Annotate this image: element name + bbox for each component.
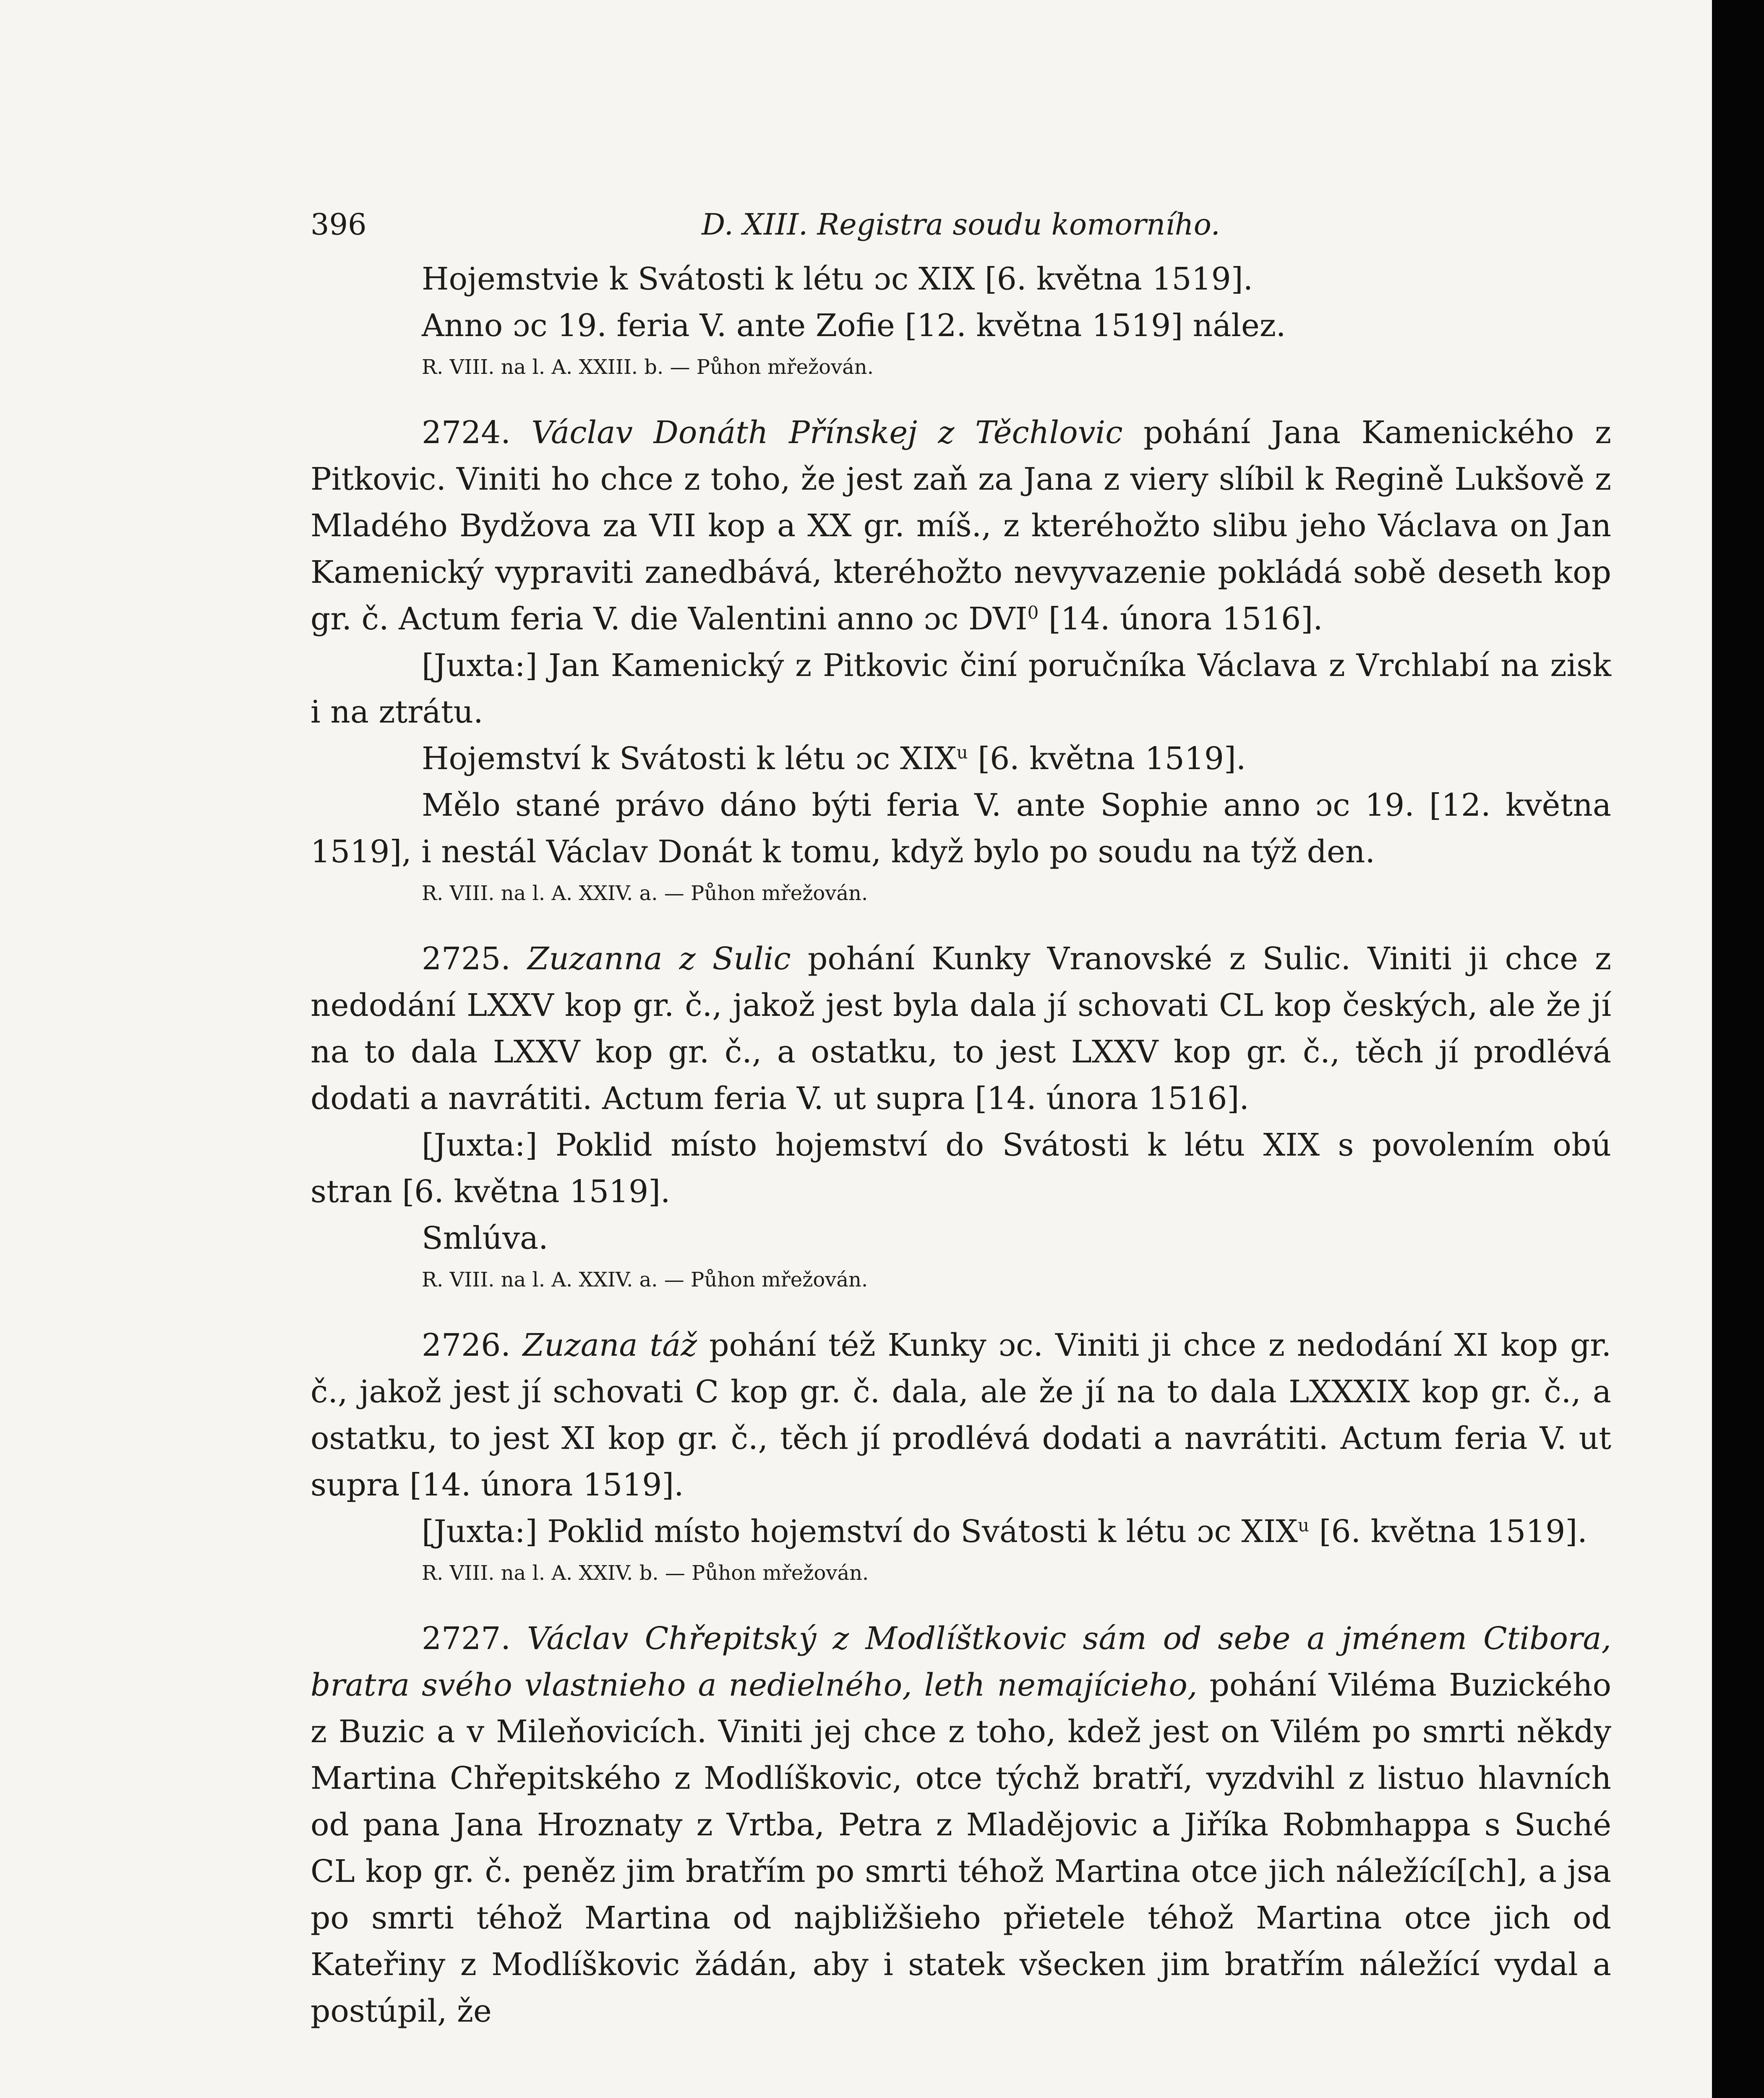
entry-plaintiff: Václav Donáth Přínskej z Těchlovic	[531, 415, 1123, 451]
entry-signature: R. VIII. na l. A. XXIV. a. — Půhon mřežován.	[422, 882, 868, 905]
entry-number: 2727.	[422, 1620, 511, 1657]
hojemstvi-superscript: u	[956, 742, 968, 763]
entry-juxta	[311, 1508, 1611, 1555]
juxta-superscript: u	[1297, 1515, 1310, 1536]
entry-text: pohání Jana Kamenického z Pitkovic. Viniti ho chce z toho, že jest zaň za Jana z viery slíbil k Regině Lukšově z Mladého Bydžova za VII kop a XX gr. míš., z kteréhožto slibu jeho Václava on Jan Kamenický vypraviti zanedbává, kteréhožto nevyvazenie pokládá sobě deseth kop gr. č. Actum feria V. die Valentini anno ɔc DVI	[311, 415, 1611, 637]
entry-number: 2726.	[422, 1327, 511, 1363]
entry-text-end: [14. února 1516].	[1039, 601, 1323, 637]
entry-juxta: [Juxta:] Jan Kamenický z Pitkovic činí poručníka Václava z Vrchlabí na zisk i na ztrátu.	[311, 647, 1611, 730]
text-block	[311, 201, 1611, 2035]
entry-number: 2724.	[422, 415, 511, 451]
entry-number: 2725.	[422, 941, 511, 977]
entry-juxta: [Juxta:] Poklid místo hojemství do Svátosti k létu XIX s povolením obú stran [6. května 1519].	[311, 1127, 1611, 1210]
entry-2725	[311, 936, 1611, 1122]
entry-plaintiff: Václav Chřepitský z Modlíštkovic sám od sebe a jménem Ctibora, bratra svého vlastnieho a nedielného, leth nemajícieho,	[311, 1620, 1612, 1703]
spacer	[311, 911, 1611, 936]
intro-line-2: Anno ɔc 19. feria V. ante Zofie [12. května 1519] nález.	[422, 308, 1286, 344]
entry-melo: Mělo stané právo dáno býti feria V. ante Sophie anno ɔc 19. [12. května 1519], i nestál Václav Donát k tomu, když bylo po soudu na týž den.	[311, 787, 1611, 870]
hojemstvi-end: [6. května 1519].	[968, 741, 1246, 777]
entry-hojemstvi	[311, 736, 1611, 782]
scan-border	[1712, 0, 1764, 2098]
intro-signature: R. VIII. na l. A. XXIII. b. — Půhon mřežován.	[422, 355, 874, 379]
page-header	[311, 201, 1611, 256]
entry-text: pohání Viléma Buzického z Buzic a v Mileňovicích. Viniti jej chce z toho, kdež jest on Vilém po smrti někdy Martina Chřepitského z Modlíškovic, otce týchž bratří, vyzdvihl z listuo hlavních od pana Jana Hroznaty z Vrtba, Petra z Mladějovic a Jiříka Robmhappa s Suché CL kop gr. č. peněz jim bratřím po smrti téhož Martina otce jich náležící[ch], a jsa po smrti téhož Martina od najbližšieho přietele téhož Martina otce jich od Kateřiny z Modlíškovic žádán, aby i statek všecken jim bratřím náležící vydal a postúpil, že	[311, 1667, 1611, 2029]
entry-text: pohání též Kunky ɔc. Viniti ji chce z nedodání XI kop gr. č., jakož jest jí schovati C kop gr. č. dala, ale že jí na to dala LXXXIX kop gr. č., a ostatku, to jest XI kop gr. č., těch jí prodlévá dodati a navrátiti. Actum feria V. ut supra [14. února 1519].	[311, 1327, 1611, 1503]
entry-2727	[311, 1615, 1611, 2035]
entry-smluva: Smlúva.	[422, 1220, 548, 1256]
entry-signature: R. VIII. na l. A. XXIV. b. — Půhon mřežován.	[422, 1561, 869, 1585]
page-number: 396	[311, 207, 367, 242]
entry-plaintiff: Zuzana táž	[522, 1327, 697, 1363]
juxta-text: [Juxta:] Poklid místo hojemství do Svátosti k létu ɔc XIX	[422, 1513, 1298, 1550]
entry-signature: R. VIII. na l. A. XXIV. a. — Půhon mřežován.	[422, 1268, 868, 1292]
entry-superscript: 0	[1027, 602, 1039, 623]
juxta-end: [6. května 1519].	[1309, 1513, 1587, 1550]
entry-plaintiff: Zuzanna z Sulic	[527, 941, 791, 977]
entry-2726	[311, 1322, 1611, 1508]
entry-2724	[311, 410, 1611, 642]
spacer	[311, 1591, 1611, 1615]
spacer	[311, 385, 1611, 410]
intro-line-1: Hojemstvie k Svátosti k létu ɔc XIX [6. května 1519].	[422, 261, 1253, 297]
running-title: D. XIII. Registra soudu komorního.	[702, 207, 1220, 242]
spacer	[311, 1298, 1611, 1322]
hojemstvi-text: Hojemství k Svátosti k létu ɔc XIX	[422, 741, 957, 777]
entry-text: pohání Kunky Vranovské z Sulic. Viniti ji chce z nedodání LXXV kop gr. č., jakož jest byla dala jí schovati CL kop českých, ale že jí na to dala LXXV kop gr. č., a ostatku, to jest LXXV kop gr. č., těch jí prodlévá dodati a navrátiti. Actum feria V. ut supra [14. února 1516].	[311, 941, 1611, 1117]
